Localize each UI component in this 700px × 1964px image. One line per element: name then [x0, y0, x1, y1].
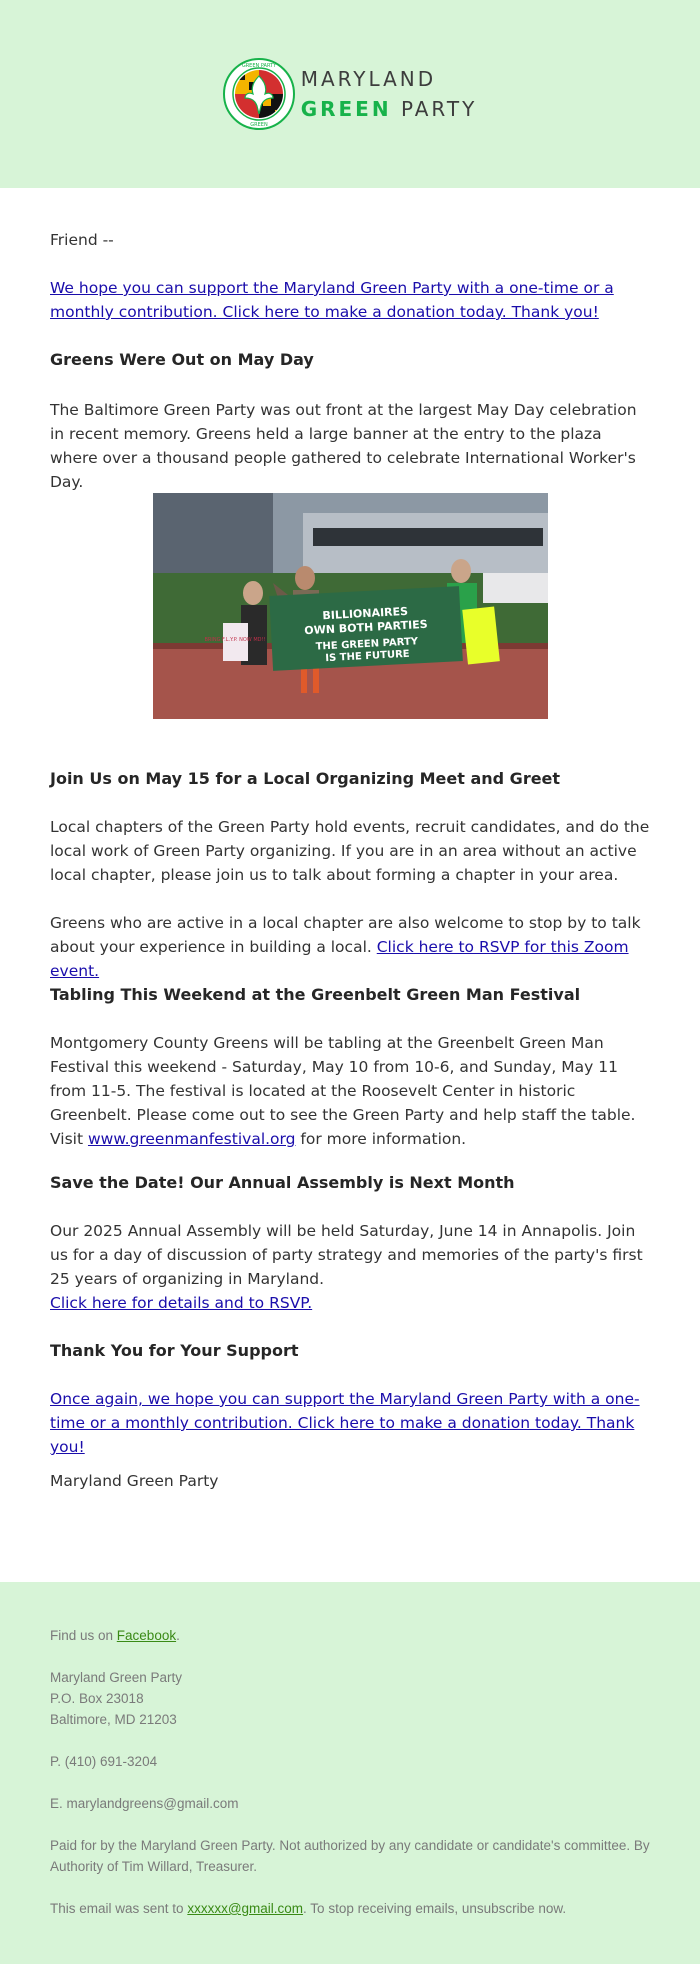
unsubscribe-line	[50, 1898, 650, 1919]
donate-link-1[interactable]: We hope you can support the Maryland Green Party with a one-time or a monthly contribution. Click here to make a donation today. Thank you!	[50, 279, 614, 321]
disclaimer: Paid for by the Maryland Green Party. Not authorized by any candidate or candidate's committee. By Authority of Tim Willard, Treasurer.	[50, 1838, 650, 1874]
banner-line-2: OWN BOTH PARTIES	[304, 617, 428, 638]
maryland-seal-icon	[223, 58, 295, 130]
section-title-meet-greet: Join Us on May 15 for a Local Organizing Meet and Greet	[50, 769, 561, 788]
may-day-photo	[153, 493, 548, 719]
find-us-line	[50, 1625, 650, 1646]
section-title-tabling: Tabling This Weekend at the Greenbelt Green Man Festival	[50, 985, 581, 1004]
phone-number: P. (410) 691-3204	[50, 1754, 158, 1769]
section-title-assembly: Save the Date! Our Annual Assembly is Next Month	[50, 1173, 515, 1192]
wordmark-green-party	[301, 94, 478, 124]
svg-text:GREEN PARTY: GREEN PARTY	[241, 63, 276, 69]
donate-paragraph-2	[50, 1387, 650, 1459]
address-line-2: P.O. Box 23018	[50, 1691, 144, 1706]
banner-line-1: BILLIONAIRES	[322, 604, 409, 623]
donate-paragraph-1	[50, 276, 650, 324]
meet-greet-body-1: Local chapters of the Green Party hold events, recruit candidates, and do the local work of Green Party organizing. If you are in an area without an active local chapter, please join us to talk about forming a chapter in your area.	[50, 818, 650, 884]
email-address: E. marylandgreens@gmail.com	[50, 1796, 239, 1811]
banner-line-4: IS THE FUTURE	[325, 648, 410, 665]
banner-line-3: THE GREEN PARTY	[315, 636, 419, 653]
facebook-link[interactable]: Facebook	[116, 1628, 177, 1643]
wordmark-maryland: MARYLAND	[300, 67, 437, 91]
email-footer	[0, 1582, 700, 1964]
tabling-body	[50, 1031, 650, 1151]
recipient-email-link[interactable]: xxxxxx@gmail.com	[187, 1901, 304, 1916]
wordmark-green: GREEN	[300, 97, 392, 121]
svg-text:GREEN: GREEN	[249, 122, 268, 128]
address-line-3: Baltimore, MD 21203	[50, 1712, 177, 1727]
may-day-photo-art	[153, 493, 548, 719]
section-title-thanks: Thank You for Your Support	[50, 1341, 299, 1360]
party-wordmark	[301, 64, 478, 124]
mailing-address	[50, 1667, 650, 1730]
party-logo[interactable]	[223, 58, 478, 130]
festival-link[interactable]: www.greenmanfestival.org	[87, 1130, 296, 1148]
email-header	[0, 0, 700, 188]
sent-to-text: This email was sent to	[50, 1901, 188, 1916]
wordmark-party: PARTY	[400, 97, 478, 121]
assembly-body: Our 2025 Annual Assembly will be held Saturday, June 14 in Annapolis. Join us for a day of discussion of party strategy and memories of the party's first 25 years of organizing in Maryland.	[50, 1222, 643, 1288]
protest-sign-text: BRING F.L.Y.P. NOW MD!!	[204, 637, 266, 643]
donate-link-2[interactable]: Once again, we hope you can support the Maryland Green Party with a one-time or a monthly contribution. Click here to make a donation today. Thank you!	[50, 1390, 640, 1456]
may-day-body: The Baltimore Green Party was out front at the largest May Day celebration in recent memory. Greens held a large banner at the entry to the plaza where over a thousand people gathered to celebrate International Worker's Day.	[50, 401, 637, 491]
find-us-suffix: .	[176, 1628, 180, 1643]
assembly-details-paragraph	[50, 1291, 650, 1315]
address-line-1: Maryland Green Party	[50, 1670, 183, 1685]
find-us-text: Find us on	[50, 1628, 117, 1643]
rsvp-zoom-link[interactable]: Click here to RSVP for this Zoom event.	[50, 938, 629, 980]
tabling-body-suffix: for more information.	[295, 1130, 467, 1148]
section-title-may-day: Greens Were Out on May Day	[50, 350, 314, 369]
greeting: Friend --	[50, 231, 114, 249]
unsubscribe-text: . To stop receiving emails, unsubscribe now.	[303, 1901, 567, 1916]
meet-greet-body-2	[50, 911, 650, 983]
assembly-details-link[interactable]: Click here for details and to RSVP.	[50, 1294, 313, 1312]
signature: Maryland Green Party	[50, 1472, 219, 1490]
tabling-body-text: Montgomery County Greens will be tabling at the Greenbelt Green Man Festival this weekend - Saturday, May 10 from 10-6, and Sunday, May 11 from 11-5. The festival is located at the Roosevelt Center in historic Greenbelt. Please come out to see the Green Party and help staff the table. Visit	[50, 1034, 636, 1148]
meet-greet-body-2-text: Greens who are active in a local chapter are also welcome to stop by to talk about your experience in building a local.	[50, 914, 641, 956]
